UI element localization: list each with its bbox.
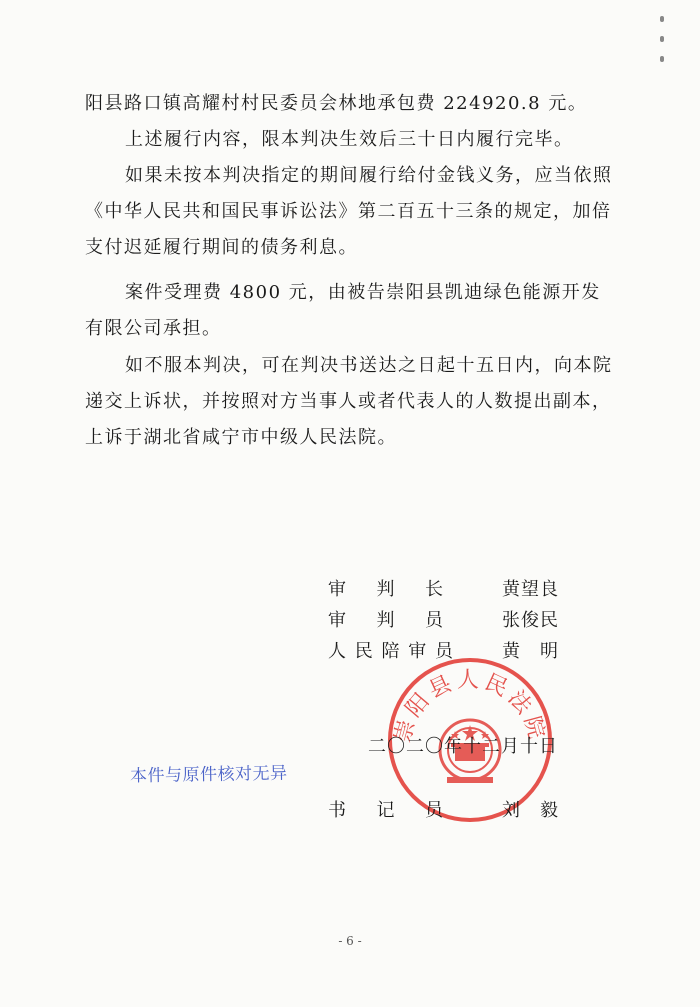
signature-name: 黄 明	[502, 641, 558, 662]
signature-title: 审 判 员	[328, 610, 443, 631]
margin-mark	[660, 16, 664, 22]
judgment-date: 二〇二〇年十二月十日	[368, 736, 558, 757]
signature-judge	[328, 606, 558, 636]
page-number: - 6 -	[338, 934, 362, 948]
margin-mark	[660, 56, 664, 62]
signature-title: 审 判 长	[328, 579, 443, 600]
signature-title: 人 民 陪 审 员	[328, 641, 453, 662]
signature-name: 黄 望 良	[502, 579, 558, 600]
signature-presiding-judge	[328, 575, 558, 605]
paragraph-appeal: 如不服本判决，可在判决书送达之日起十五日内，向本院递交上诉状，并按照对方当事人或者代表人的人数提出副本，上诉于湖北省咸宁市中级人民法院。	[85, 355, 613, 448]
signature-clerk	[328, 796, 558, 826]
signature-title: 书 记 员	[328, 800, 443, 821]
paragraph-interest: 如果未按本判决指定的期间履行给付金钱义务，应当依照《中华人民共和国民事诉讼法》第二百五十三条的规定，加倍支付迟延履行期间的债务利息。	[85, 165, 613, 258]
paragraph-fee-continuation: 阳县路口镇高耀村村民委员会林地承包费 224920.8 元。	[85, 93, 588, 114]
seal-text: 崇阳县人民法院	[390, 668, 550, 746]
margin-mark	[660, 36, 664, 42]
signature-name: 刘 毅	[502, 800, 558, 821]
paragraph-case-fee: 案件受理费 4800 元，由被告崇阳县凯迪绿色能源开发有限公司承担。	[85, 282, 601, 339]
paragraph-deadline: 上述履行内容，限本判决生效后三十日内履行完毕。	[125, 129, 574, 150]
signature-name: 张 俊 民	[502, 610, 558, 631]
verification-stamp-note: 本件与原件核对无异	[129, 763, 288, 787]
